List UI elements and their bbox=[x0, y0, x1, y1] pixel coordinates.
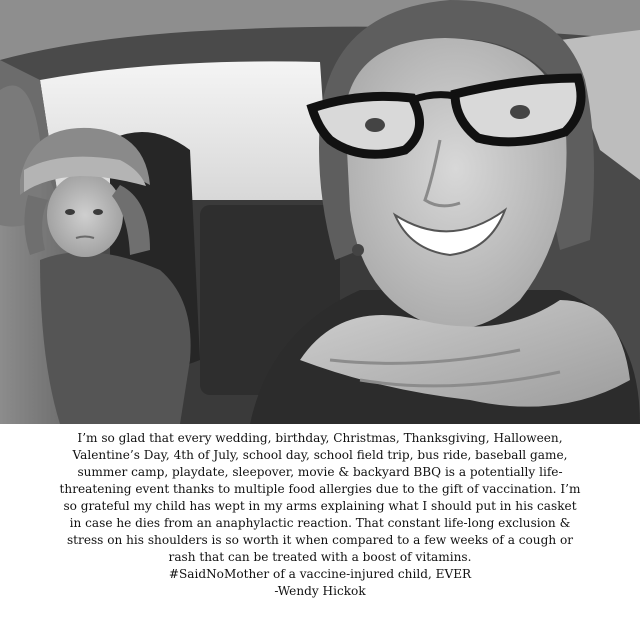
attribution: -Wendy Hickok bbox=[274, 584, 366, 598]
quote-line: threatening event thanks to multiple food allergies due to the gift of vaccination. I’m bbox=[59, 482, 581, 496]
quote-line: Valentine’s Day, 4th of July, school day, school field trip, bus ride, baseball game, bbox=[72, 448, 568, 462]
quote-line: in case he dies from an anaphylactic reaction. That constant life-long exclusion & bbox=[69, 516, 571, 530]
quote-line: I’m so glad that every wedding, birthday, Christmas, Thanksgiving, Halloween, bbox=[77, 431, 563, 445]
quote-line: rash that can be treated with a boost of vitamins. bbox=[168, 550, 472, 564]
quote-line: so grateful my child has wept in my arms explaining what I should put in his casket bbox=[63, 499, 577, 513]
hashtag: #SaidNoMother of a vaccine-injured child, EVER bbox=[168, 567, 472, 581]
child-face bbox=[47, 173, 123, 257]
quote-line: stress on his shoulders is so worth it when compared to a few weeks of a cough or bbox=[66, 533, 574, 547]
quote-text bbox=[0, 430, 640, 636]
quote-line: summer camp, playdate, sleepover, movie & backyard BBQ is a potentially life- bbox=[77, 465, 563, 479]
